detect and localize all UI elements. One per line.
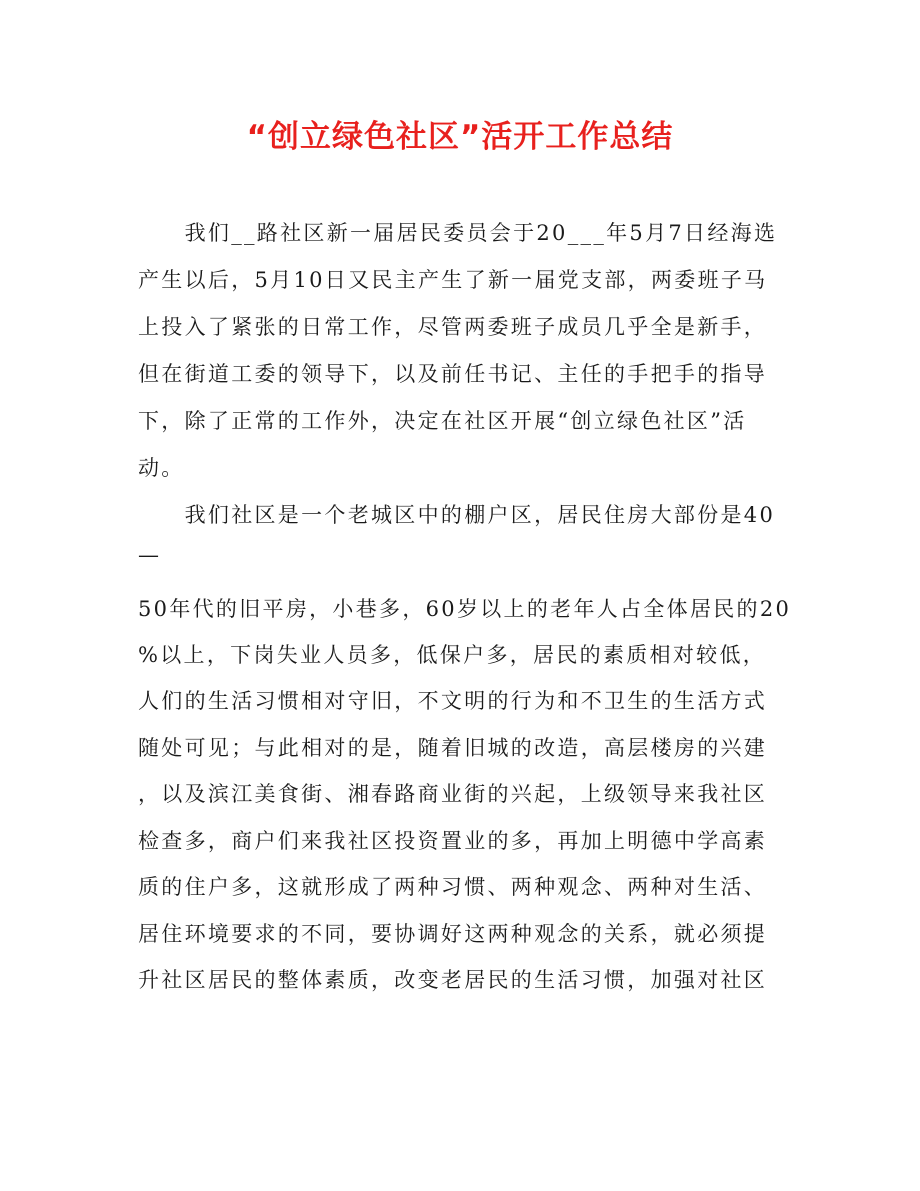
paragraph-2-line-3: 50年代的旧平房，小巷多，60岁以上的老年人占全体居民的20 [138,597,792,621]
paragraph-2-line-6: 随处可见；与此相对的是，随着旧城的改造，高层楼房的兴建 [138,736,768,760]
paragraph-2-line-8: 检查多，商户们来我社区投资置业的多，再加上明德中学高素 [138,829,768,853]
paragraph-1-line-1: 我们__路社区新一届居民委员会于20___年5月7日经海选 [138,221,778,245]
paragraph-1-line-6: 动。 [138,456,185,480]
paragraph-2-line-2: — [138,543,162,567]
paragraph-2-line-1: 我们社区是一个老城区中的棚户区，居民住房大部份是40 [138,503,776,527]
document-title: “创立绿色社区”活开工作总结 [246,119,674,155]
paragraph-1-line-3: 上投入了紧张的日常工作，尽管两委班子成员几乎全是新手， [138,315,768,339]
paragraph-2-line-4: %以上，下岗失业人员多，低保户多，居民的素质相对较低， [138,643,767,667]
paragraph-2-line-10: 居住环境要求的不同，要协调好这两种观念的关系，就必须提 [138,922,768,946]
paragraph-2-line-11: 升社区居民的整体素质，改变老居民的生活习惯，加强对社区 [138,968,768,992]
paragraph-1-line-5: 下，除了正常的工作外，决定在社区开展“创立绿色社区”活 [138,409,747,433]
paragraph-1-line-2: 产生以后，5月10日又民主产生了新一届党支部，两委班子马 [138,268,768,292]
paragraph-2-line-9: 质的住户多，这就形成了两种习惯、两种观念、两种对生活、 [138,875,768,899]
paragraph-1-line-4: 但在街道工委的领导下，以及前任书记、主任的手把手的指导 [138,362,768,386]
paragraph-2-line-7: ，以及滨江美食街、湘春路商业街的兴起，上级领导来我社区 [138,782,768,806]
paragraph-2-line-5: 人们的生活习惯相对守旧，不文明的行为和不卫生的生活方式 [138,689,768,713]
